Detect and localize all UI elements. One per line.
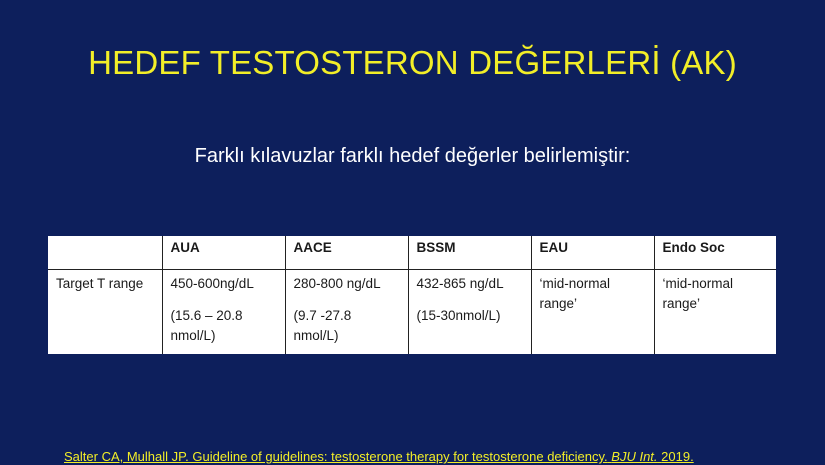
header-empty [48, 236, 162, 270]
citation-authors: Salter CA, Mulhall JP. Guideline of guidelines: testosterone therapy for testosterone deficiency. [64, 449, 608, 464]
cell-endo-soc: ‘mid-normal range’ [654, 270, 776, 355]
citation-journal: BJU Int. [611, 449, 658, 464]
citation-year: 2019. [661, 449, 694, 464]
header-endo-soc: Endo Soc [654, 236, 776, 270]
cell-eau: ‘mid-normal range’ [531, 270, 654, 355]
table-row [48, 270, 776, 355]
guidelines-table [48, 236, 776, 354]
cell-bssm: 432-865 ng/dL (15-30nmol/L) [408, 270, 531, 355]
header-aace: AACE [285, 236, 408, 270]
header-eau: EAU [531, 236, 654, 270]
table-header-row [48, 236, 776, 270]
citation-link[interactable] [64, 449, 694, 464]
cell-aace: 280-800 ng/dL (9.7 -27.8 nmol/L) [285, 270, 408, 355]
cell-aua: 450-600ng/dL (15.6 – 20.8 nmol/L) [162, 270, 285, 355]
header-aua: AUA [162, 236, 285, 270]
slide-title: HEDEF TESTOSTERON DEĞERLERİ (AK) [88, 44, 737, 81]
slide-subtitle: Farklı kılavuzlar farklı hedef değerler belirlemiştir: [194, 145, 631, 167]
row-label: Target T range [56, 276, 144, 291]
header-bssm: BSSM [408, 236, 531, 270]
